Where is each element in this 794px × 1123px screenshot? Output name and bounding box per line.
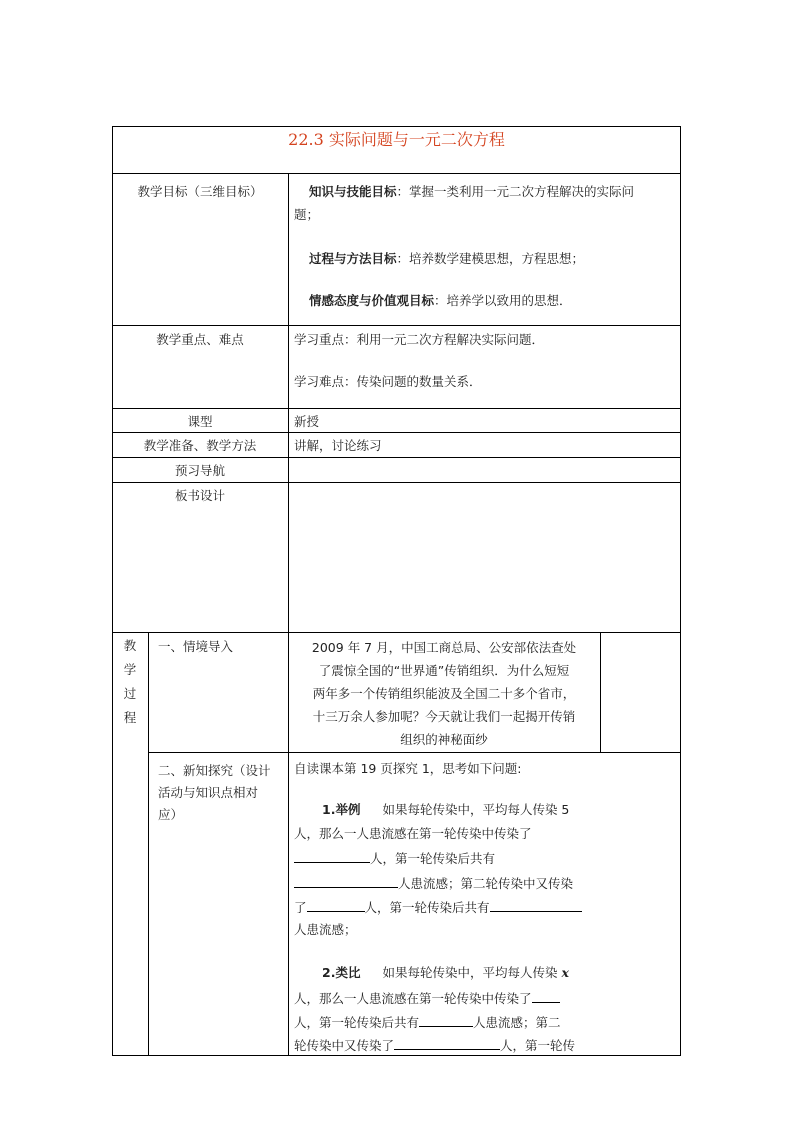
preparation-value: 讲解，讨论练习	[294, 438, 382, 453]
table-border-bottom	[112, 1055, 681, 1056]
knowledge-goal-label: 知识与技能目标	[309, 184, 397, 199]
answer-blank[interactable]	[294, 849, 370, 863]
step1-line: 十三万余人参加呢？今天就让我们一起揭开传销	[312, 709, 576, 724]
key-points-label: 教学重点、难点	[156, 332, 244, 347]
step2-intro: 自读课本第 19 页探究 1，思考如下问题:	[294, 761, 522, 776]
knowledge-goal-text: ：掌握一类利用一元二次方程解决的实际问	[396, 184, 635, 199]
page-title: 22.3 实际问题与一元二次方程	[288, 130, 505, 149]
example-label: 1.举例	[322, 802, 361, 817]
row-line	[148, 752, 681, 753]
answer-blank[interactable]	[490, 898, 582, 912]
process-side-char: 学	[123, 662, 137, 677]
step2-label-line: 二、新知探究（设计	[158, 763, 271, 778]
analogy-text: 人患流感；第二	[473, 1015, 561, 1030]
example-text: 人，第一轮传染后共有	[370, 851, 496, 866]
step2-label-line: 活动与知识点相对	[158, 785, 259, 800]
step1-line: 组织的神秘面纱	[400, 732, 488, 747]
step1-label: 一、情境导入	[158, 639, 234, 654]
example-text: 人患流感；第二轮传染中又传染	[398, 876, 574, 891]
knowledge-goal	[309, 183, 634, 201]
table-border-top	[112, 126, 681, 127]
analogy-line-4	[294, 1036, 575, 1055]
row-line	[112, 457, 681, 458]
variable-x: x	[561, 965, 569, 980]
process-side-char: 过	[123, 686, 137, 701]
analogy-label: 2.类比	[322, 965, 361, 980]
example-line-4	[294, 874, 573, 893]
row-line	[112, 173, 681, 174]
process-goal-text: ：培养数学建模思想，方程思想；	[396, 251, 585, 266]
example-text: 人，第一轮传染后共有	[364, 900, 490, 915]
analogy-text: 人，第一轮传染后共有	[294, 1015, 420, 1030]
key-difficulty: 学习难点：传染问题的数量关系．	[294, 374, 482, 389]
example-line-6: 人患流感；	[294, 922, 357, 937]
lesson-type-label: 课型	[187, 414, 213, 429]
answer-blank[interactable]	[294, 874, 398, 888]
row-line	[112, 482, 681, 483]
emotion-goal-text: ：培养学以致用的思想．	[434, 293, 572, 308]
lesson-type-value: 新授	[294, 414, 320, 429]
row-line	[112, 432, 681, 433]
preview-label: 预习导航	[174, 463, 225, 478]
answer-blank[interactable]	[394, 1036, 500, 1050]
objectives-label: 教学目标（三维目标）	[137, 184, 263, 199]
table-border-left	[112, 126, 113, 1056]
emotion-goal	[309, 292, 572, 310]
example-text: 了	[294, 900, 307, 915]
col-line	[288, 173, 289, 632]
answer-blank[interactable]	[307, 898, 365, 912]
row-line	[112, 632, 681, 633]
example-line-3	[294, 849, 495, 868]
key-focus: 学习重点：利用一元二次方程解决实际问题．	[294, 332, 545, 347]
answer-blank[interactable]	[532, 989, 560, 1003]
step2-label-line: 应）	[158, 807, 184, 822]
analogy-line-1	[322, 964, 569, 982]
step1-line: 两年多一个传销组织能波及全国二十多个省市，	[312, 686, 576, 701]
answer-blank[interactable]	[419, 1013, 473, 1027]
preparation-label: 教学准备、教学方法	[143, 438, 257, 453]
example-text: 如果每轮传染中，平均每人传染 5	[382, 802, 570, 817]
analogy-line-3	[294, 1013, 561, 1032]
process-side-char: 教	[123, 638, 137, 653]
table-border-right	[680, 126, 681, 1056]
board-label: 板书设计	[174, 488, 225, 503]
example-line-2: 人，那么一人患流感在第一轮传染中传染了	[294, 826, 532, 841]
process-goal-label: 过程与方法目标	[309, 251, 397, 266]
analogy-text: 轮传染中又传染了	[294, 1038, 395, 1053]
analogy-text: 如果每轮传染中，平均每人传染	[382, 965, 558, 980]
step1-line: 了震惊全国的“世界通”传销组织．为什么短短	[318, 663, 570, 678]
emotion-goal-label: 情感态度与价值观目标	[309, 293, 435, 308]
row-line	[112, 325, 681, 326]
process-goal	[309, 250, 584, 268]
step1-line: 2009 年 7 月，中国工商总局、公安部依法查处	[311, 640, 577, 655]
analogy-line-2	[294, 989, 560, 1008]
example-line-5	[294, 898, 582, 917]
knowledge-goal-cont: 题；	[294, 207, 320, 222]
analogy-text: 人，第一轮传	[500, 1038, 576, 1053]
analogy-text: 人，那么一人患流感在第一轮传染中传染了	[294, 991, 532, 1006]
process-side-char: 程	[123, 710, 137, 725]
col-line	[148, 632, 149, 1055]
row-line	[112, 408, 681, 409]
col-line	[600, 632, 601, 752]
example-line-1	[322, 801, 569, 819]
